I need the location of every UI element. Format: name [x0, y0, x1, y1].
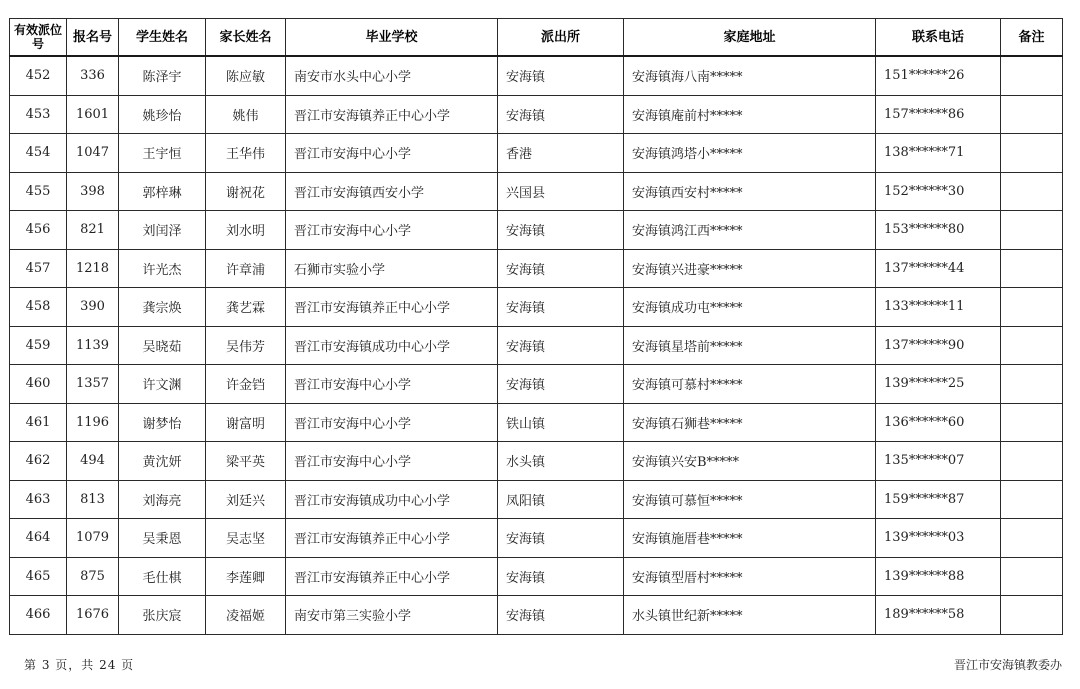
- cell-home-address: 安海镇鸿江西*****: [624, 211, 876, 250]
- cell-police-station: 安海镇: [498, 326, 624, 365]
- cell-parent-name: 许章浦: [206, 249, 286, 288]
- cell-phone: 138******71: [876, 134, 1001, 173]
- table-row: [10, 442, 1063, 481]
- cell-registration-number: 494: [67, 442, 119, 481]
- cell-graduation-school: 晋江市安海镇养正中心小学: [286, 519, 498, 558]
- cell-student-name: 吴晓茹: [119, 326, 206, 365]
- table-row: [10, 56, 1063, 95]
- cell-student-name: 陈泽宇: [119, 56, 206, 95]
- cell-graduation-school: 石狮市实验小学: [286, 249, 498, 288]
- header-parent-name: 家长姓名: [206, 19, 286, 57]
- cell-registration-number: 336: [67, 56, 119, 95]
- cell-lottery-number: 458: [10, 288, 67, 327]
- cell-parent-name: 吴伟芳: [206, 326, 286, 365]
- cell-phone: 139******25: [876, 365, 1001, 404]
- cell-registration-number: 1079: [67, 519, 119, 558]
- cell-phone: 151******26: [876, 56, 1001, 95]
- cell-lottery-number: 457: [10, 249, 67, 288]
- cell-student-name: 毛仕棋: [119, 557, 206, 596]
- table-row: [10, 557, 1063, 596]
- cell-remarks: [1001, 480, 1063, 519]
- cell-police-station: 安海镇: [498, 519, 624, 558]
- cell-student-name: 谢梦怡: [119, 403, 206, 442]
- cell-remarks: [1001, 442, 1063, 481]
- header-remarks: 备注: [1001, 19, 1063, 57]
- cell-home-address: 安海镇星塔前*****: [624, 326, 876, 365]
- cell-phone: 135******07: [876, 442, 1001, 481]
- table-row: [10, 134, 1063, 173]
- cell-registration-number: 1196: [67, 403, 119, 442]
- cell-police-station: 铁山镇: [498, 403, 624, 442]
- allocation-table: [9, 18, 1063, 635]
- cell-graduation-school: 晋江市安海镇成功中心小学: [286, 480, 498, 519]
- cell-parent-name: 陈应敏: [206, 56, 286, 95]
- cell-lottery-number: 462: [10, 442, 67, 481]
- cell-remarks: [1001, 249, 1063, 288]
- cell-parent-name: 许金铛: [206, 365, 286, 404]
- cell-home-address: 安海镇庵前村*****: [624, 95, 876, 134]
- cell-graduation-school: 晋江市安海中心小学: [286, 134, 498, 173]
- cell-student-name: 许光杰: [119, 249, 206, 288]
- cell-lottery-number: 455: [10, 172, 67, 211]
- cell-student-name: 刘海亮: [119, 480, 206, 519]
- cell-police-station: 安海镇: [498, 557, 624, 596]
- cell-phone: 136******60: [876, 403, 1001, 442]
- cell-student-name: 许文渊: [119, 365, 206, 404]
- cell-home-address: 安海镇可慕恒*****: [624, 480, 876, 519]
- table-row: [10, 519, 1063, 558]
- cell-lottery-number: 456: [10, 211, 67, 250]
- cell-lottery-number: 454: [10, 134, 67, 173]
- cell-registration-number: 390: [67, 288, 119, 327]
- cell-remarks: [1001, 95, 1063, 134]
- cell-remarks: [1001, 365, 1063, 404]
- cell-lottery-number: 453: [10, 95, 67, 134]
- cell-registration-number: 1357: [67, 365, 119, 404]
- cell-registration-number: 813: [67, 480, 119, 519]
- cell-home-address: 安海镇施厝巷*****: [624, 519, 876, 558]
- cell-phone: 152******30: [876, 172, 1001, 211]
- cell-home-address: 安海镇西安村*****: [624, 172, 876, 211]
- header-phone: 联系电话: [876, 19, 1001, 57]
- cell-home-address: 安海镇鸿塔小*****: [624, 134, 876, 173]
- cell-phone: 153******80: [876, 211, 1001, 250]
- allocation-table-container: [9, 18, 1062, 635]
- cell-graduation-school: 晋江市安海镇养正中心小学: [286, 557, 498, 596]
- cell-parent-name: 刘廷兴: [206, 480, 286, 519]
- cell-home-address: 安海镇兴安B*****: [624, 442, 876, 481]
- table-row: [10, 95, 1063, 134]
- cell-student-name: 郭梓琳: [119, 172, 206, 211]
- cell-graduation-school: 晋江市安海镇成功中心小学: [286, 326, 498, 365]
- cell-remarks: [1001, 557, 1063, 596]
- cell-registration-number: 1047: [67, 134, 119, 173]
- cell-police-station: 安海镇: [498, 249, 624, 288]
- header-graduation-school: 毕业学校: [286, 19, 498, 57]
- table-header-row: [10, 19, 1063, 57]
- cell-lottery-number: 463: [10, 480, 67, 519]
- cell-graduation-school: 南安市第三实验小学: [286, 596, 498, 635]
- cell-remarks: [1001, 326, 1063, 365]
- cell-lottery-number: 461: [10, 403, 67, 442]
- cell-police-station: 凤阳镇: [498, 480, 624, 519]
- cell-remarks: [1001, 211, 1063, 250]
- cell-police-station: 安海镇: [498, 365, 624, 404]
- cell-graduation-school: 晋江市安海镇西安小学: [286, 172, 498, 211]
- header-police-station: 派出所: [498, 19, 624, 57]
- cell-parent-name: 李莲卿: [206, 557, 286, 596]
- cell-home-address: 安海镇石狮巷*****: [624, 403, 876, 442]
- cell-parent-name: 姚伟: [206, 95, 286, 134]
- cell-remarks: [1001, 288, 1063, 327]
- cell-remarks: [1001, 134, 1063, 173]
- cell-remarks: [1001, 56, 1063, 95]
- cell-parent-name: 龚艺霖: [206, 288, 286, 327]
- table-row: [10, 249, 1063, 288]
- cell-home-address: 安海镇成功屯*****: [624, 288, 876, 327]
- table-row: [10, 403, 1063, 442]
- cell-police-station: 安海镇: [498, 211, 624, 250]
- cell-remarks: [1001, 403, 1063, 442]
- cell-lottery-number: 460: [10, 365, 67, 404]
- page-info: 第 3 页，共 24 页: [24, 658, 135, 672]
- cell-graduation-school: 晋江市安海中心小学: [286, 365, 498, 404]
- cell-police-station: 安海镇: [498, 596, 624, 635]
- cell-lottery-number: 464: [10, 519, 67, 558]
- cell-home-address: 安海镇可慕村*****: [624, 365, 876, 404]
- cell-police-station: 安海镇: [498, 288, 624, 327]
- cell-graduation-school: 南安市水头中心小学: [286, 56, 498, 95]
- cell-parent-name: 王华伟: [206, 134, 286, 173]
- cell-home-address: 安海镇海八南*****: [624, 56, 876, 95]
- table-row: [10, 365, 1063, 404]
- table-row: [10, 172, 1063, 211]
- cell-registration-number: 821: [67, 211, 119, 250]
- cell-registration-number: 1601: [67, 95, 119, 134]
- table-row: [10, 596, 1063, 635]
- cell-graduation-school: 晋江市安海中心小学: [286, 442, 498, 481]
- cell-lottery-number: 466: [10, 596, 67, 635]
- cell-graduation-school: 晋江市安海中心小学: [286, 403, 498, 442]
- table-row: [10, 480, 1063, 519]
- cell-police-station: 安海镇: [498, 95, 624, 134]
- cell-parent-name: 梁平英: [206, 442, 286, 481]
- cell-registration-number: 1139: [67, 326, 119, 365]
- table-body: [10, 56, 1063, 634]
- cell-student-name: 龚宗焕: [119, 288, 206, 327]
- table-row: [10, 326, 1063, 365]
- cell-home-address: 安海镇兴进豪*****: [624, 249, 876, 288]
- cell-registration-number: 1218: [67, 249, 119, 288]
- header-home-address: 家庭地址: [624, 19, 876, 57]
- cell-phone: 139******88: [876, 557, 1001, 596]
- cell-registration-number: 398: [67, 172, 119, 211]
- cell-remarks: [1001, 519, 1063, 558]
- cell-police-station: 兴国县: [498, 172, 624, 211]
- cell-police-station: 水头镇: [498, 442, 624, 481]
- table-row: [10, 211, 1063, 250]
- cell-police-station: 安海镇: [498, 56, 624, 95]
- table-row: [10, 288, 1063, 327]
- cell-phone: 137******90: [876, 326, 1001, 365]
- cell-parent-name: 刘水明: [206, 211, 286, 250]
- cell-graduation-school: 晋江市安海中心小学: [286, 211, 498, 250]
- header-student-name: 学生姓名: [119, 19, 206, 57]
- cell-student-name: 吴秉恩: [119, 519, 206, 558]
- cell-graduation-school: 晋江市安海镇养正中心小学: [286, 95, 498, 134]
- header-lottery-number: 有效派位号: [10, 19, 67, 57]
- cell-graduation-school: 晋江市安海镇养正中心小学: [286, 288, 498, 327]
- cell-home-address: 安海镇型厝村*****: [624, 557, 876, 596]
- cell-remarks: [1001, 172, 1063, 211]
- cell-police-station: 香港: [498, 134, 624, 173]
- cell-remarks: [1001, 596, 1063, 635]
- cell-registration-number: 875: [67, 557, 119, 596]
- cell-student-name: 刘闰泽: [119, 211, 206, 250]
- cell-student-name: 姚珍怡: [119, 95, 206, 134]
- cell-parent-name: 凌福姬: [206, 596, 286, 635]
- header-registration-number: 报名号: [67, 19, 119, 57]
- cell-phone: 159******87: [876, 480, 1001, 519]
- cell-phone: 139******03: [876, 519, 1001, 558]
- cell-student-name: 黄沈妍: [119, 442, 206, 481]
- cell-student-name: 张庆宸: [119, 596, 206, 635]
- cell-registration-number: 1676: [67, 596, 119, 635]
- cell-phone: 137******44: [876, 249, 1001, 288]
- cell-lottery-number: 452: [10, 56, 67, 95]
- cell-parent-name: 吴志坚: [206, 519, 286, 558]
- organization-name: 晋江市安海镇教委办: [953, 658, 1062, 672]
- cell-lottery-number: 465: [10, 557, 67, 596]
- cell-phone: 189******58: [876, 596, 1001, 635]
- cell-home-address: 水头镇世纪新*****: [624, 596, 876, 635]
- cell-phone: 157******86: [876, 95, 1001, 134]
- cell-student-name: 王宇恒: [119, 134, 206, 173]
- cell-parent-name: 谢祝花: [206, 172, 286, 211]
- cell-phone: 133******11: [876, 288, 1001, 327]
- cell-lottery-number: 459: [10, 326, 67, 365]
- cell-parent-name: 谢富明: [206, 403, 286, 442]
